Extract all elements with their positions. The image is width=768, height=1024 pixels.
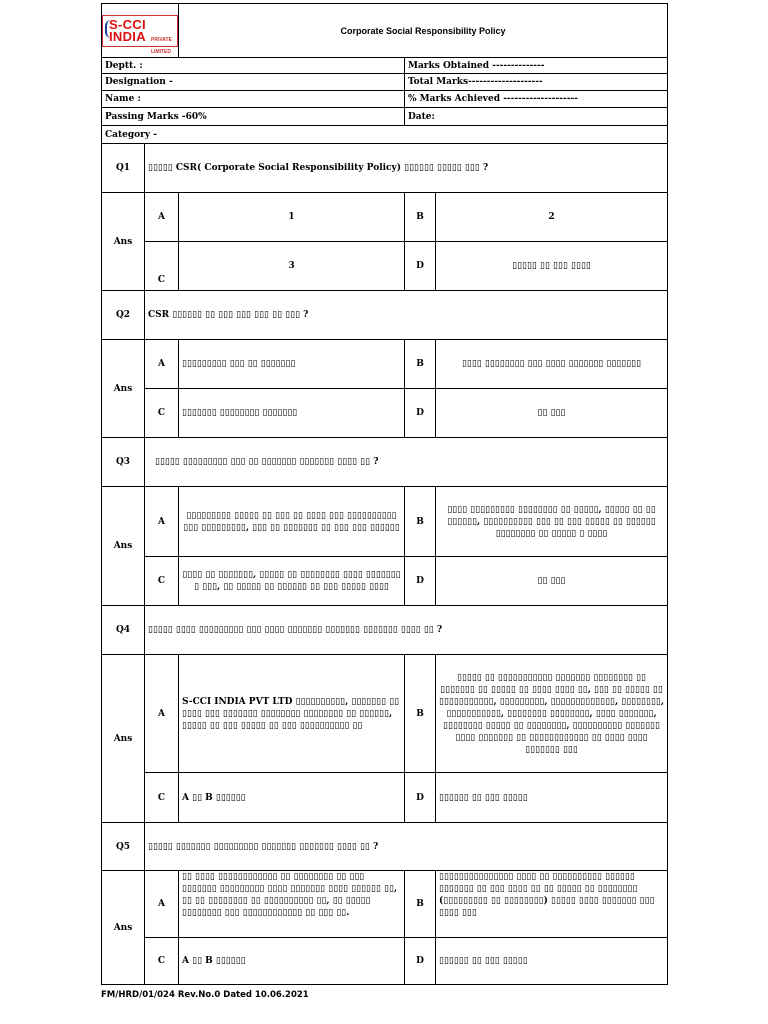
name-field[interactable]: Name : bbox=[102, 91, 405, 108]
passing-marks: Passing Marks -60% bbox=[102, 108, 405, 126]
option-text[interactable]: S-CCI INDIA PVT LTD ▯▯▯▯▯▯▯▯▯▯, ▯▯▯▯▯▯▯ ▯▯ ▯▯▯▯ ▯▯▯ ▯▯▯▯▯▯▯ ▯▯▯▯▯▯▯▯ ▯▯▯▯▯▯▯▯ ▯▯ ▯▯▯▯▯▯, ▯▯▯▯▯ ▯▯ ▯▯▯ ▯▯▯▯▯ ▯▯ ▯▯▯ ▯▯▯▯▯▯▯▯▯▯ ▯▯ bbox=[179, 655, 405, 773]
option-text[interactable]: ▯▯▯▯ ▯▯▯▯▯▯▯▯ ▯▯▯ ▯▯▯▯ ▯▯▯▯▯▯▯ ▯▯▯▯▯▯▯ bbox=[436, 340, 668, 389]
option-text[interactable]: ▯▯▯▯▯▯▯▯▯ ▯▯▯▯▯ ▯▯ ▯▯▯ ▯▯ ▯▯▯▯ ▯▯▯ ▯▯▯▯▯▯▯▯▯▯ ▯▯▯ ▯▯▯▯▯▯▯▯▯, ▯▯▯ ▯▯ ▯▯▯▯▯▯▯ ▯▯ ▯▯▯ ▯▯▯ ▯▯▯▯▯▯ bbox=[179, 487, 405, 557]
marks-obtained-field[interactable]: Marks Obtained -------------- bbox=[405, 58, 668, 74]
option-label: B bbox=[405, 487, 436, 557]
option-label: D bbox=[405, 773, 436, 823]
option-text[interactable]: ▯▯▯▯▯ ▯▯ ▯▯▯▯▯▯▯▯▯▯▯ ▯▯▯▯▯▯▯ ▯▯▯▯▯▯▯▯ ▯▯ ▯▯▯▯▯▯▯ ▯▯ ▯▯▯▯▯ ▯▯ ▯▯▯▯ ▯▯▯▯ ▯▯, ▯▯▯ ▯▯ ▯▯▯▯▯ ▯▯ ▯▯▯▯▯▯▯▯▯▯▯, ▯▯▯▯▯▯▯▯▯, ▯▯▯▯▯▯▯▯▯▯▯▯▯, ▯▯▯▯▯▯▯▯, ▯▯▯▯▯▯▯▯▯▯▯, ▯▯▯▯▯▯▯▯ ▯▯▯▯▯▯▯▯, ▯▯▯▯ ▯▯▯▯▯▯▯, ▯▯▯▯▯▯▯▯ ▯▯▯▯▯ ▯▯ ▯▯▯▯▯▯▯▯, ▯▯▯▯▯▯▯▯▯▯ ▯▯▯▯▯▯▯ ▯▯▯▯ ▯▯▯▯▯▯▯ ▯▯ ▯▯▯▯▯▯▯▯▯▯▯▯ ▯▯ ▯▯▯▯ ▯▯▯▯ ▯▯▯▯▯▯▯ ▯▯▯ bbox=[436, 655, 668, 773]
question-text: ▯▯▯▯▯ CSR( Corporate Social Responsibility Policy) ▯▯▯▯▯▯ ▯▯▯▯▯ ▯▯▯ ? bbox=[145, 144, 668, 193]
category-field[interactable]: Category - bbox=[102, 126, 668, 144]
option-label: A bbox=[145, 340, 179, 389]
ans-label: Ans bbox=[102, 193, 145, 291]
option-text[interactable]: A ▯▯ B ▯▯▯▯▯▯ bbox=[179, 938, 405, 985]
option-text[interactable]: 1 bbox=[179, 193, 405, 242]
question-number: Q4 bbox=[102, 606, 145, 655]
question-text: ▯▯▯▯▯ ▯▯▯▯▯▯▯▯▯ ▯▯▯ ▯▯ ▯▯▯▯▯▯▯ ▯▯▯▯▯▯▯ ▯▯▯▯ ▯▯ ? bbox=[145, 438, 668, 487]
option-text[interactable]: ▯▯ ▯▯▯ bbox=[436, 389, 668, 438]
designation-field[interactable]: Designation - bbox=[102, 74, 405, 91]
pct-marks-field[interactable]: % Marks Achieved -------------------- bbox=[405, 91, 668, 108]
option-label: D bbox=[405, 389, 436, 438]
option-label: C bbox=[145, 938, 179, 985]
question-text: ▯▯▯▯▯ ▯▯▯▯ ▯▯▯▯▯▯▯▯▯ ▯▯▯ ▯▯▯▯ ▯▯▯▯▯▯▯ ▯▯▯▯▯▯▯ ▯▯▯▯▯▯▯ ▯▯▯▯ ▯▯ ? bbox=[145, 606, 668, 655]
option-label: D bbox=[405, 242, 436, 291]
logo-text: S-CCI INDIA bbox=[109, 16, 146, 44]
option-label: B bbox=[405, 655, 436, 773]
option-label: D bbox=[405, 938, 436, 985]
option-text[interactable]: ▯▯ ▯▯▯ bbox=[436, 557, 668, 606]
form-reference: FM/HRD/01/024 Rev.No.0 Dated 10.06.2021 bbox=[101, 990, 309, 1000]
question-text: CSR ▯▯▯▯▯▯ ▯▯ ▯▯▯ ▯▯▯ ▯▯▯ ▯▯ ▯▯▯ ? bbox=[145, 291, 668, 340]
option-text[interactable]: ▯▯▯▯ ▯▯▯▯▯▯▯▯▯ ▯▯▯▯▯▯▯▯ ▯▯ ▯▯▯▯▯, ▯▯▯▯▯ ▯▯ ▯▯ ▯▯▯▯▯▯, ▯▯▯▯▯▯▯▯▯▯ ▯▯▯ ▯▯ ▯▯▯ ▯▯▯▯▯ ▯▯ ▯▯▯▯▯▯ ▯▯▯▯▯▯▯▯ ▯▯ ▯▯▯▯▯ ▯ ▯▯▯▯ bbox=[436, 487, 668, 557]
option-label: B bbox=[405, 871, 436, 938]
option-text[interactable]: ▯▯▯▯▯ ▯▯ ▯▯▯ ▯▯▯▯ bbox=[436, 242, 668, 291]
option-label: C bbox=[145, 242, 179, 291]
company-logo bbox=[102, 15, 178, 55]
option-text[interactable]: 3 bbox=[179, 242, 405, 291]
logo-cell bbox=[102, 4, 179, 58]
option-text[interactable]: ▯▯ ▯▯▯▯ ▯▯▯▯▯▯▯▯▯▯▯▯ ▯▯ ▯▯▯▯▯▯▯▯ ▯▯ ▯▯▯ ▯▯▯▯▯▯▯ ▯▯▯▯▯▯▯▯▯ ▯▯▯▯ ▯▯▯▯▯▯▯ ▯▯▯▯ ▯▯▯▯▯▯ ▯▯, ▯▯ ▯▯ ▯▯▯▯▯▯▯▯ ▯▯ ▯▯▯▯▯▯▯▯▯▯ ▯▯, ▯▯ ▯▯▯▯▯ ▯▯▯▯▯▯▯▯ ▯▯▯ ▯▯▯▯▯▯▯▯▯▯▯▯ ▯▯ ▯▯▯ ▯▯. bbox=[179, 871, 405, 938]
option-text[interactable]: ▯▯▯▯▯▯▯▯▯▯▯▯▯▯▯ ▯▯▯▯ ▯▯ ▯▯▯▯▯▯▯▯▯▯ ▯▯▯▯▯▯ ▯▯▯▯▯▯▯ ▯▯ ▯▯▯ ▯▯▯▯ ▯▯ ▯▯ ▯▯▯▯▯ ▯▯ ▯▯▯▯▯▯▯▯ (▯▯▯▯▯▯▯▯▯ ▯▯ ▯▯▯▯▯▯▯▯) ▯▯▯▯▯ ▯▯▯▯ ▯▯▯▯▯▯▯ ▯▯▯ ▯▯▯▯ ▯▯▯ bbox=[436, 871, 668, 938]
dept-field[interactable]: Deptt. : bbox=[102, 58, 405, 74]
ans-label: Ans bbox=[102, 871, 145, 985]
option-text[interactable]: ▯▯▯▯ ▯▯ ▯▯▯▯▯▯▯, ▯▯▯▯▯ ▯▯ ▯▯▯▯▯▯▯▯ ▯▯▯▯ ▯▯▯▯▯▯▯ ▯ ▯▯▯, ▯▯ ▯▯▯▯▯ ▯▯ ▯▯▯▯▯▯ ▯▯ ▯▯▯ ▯▯▯▯▯ ▯▯▯▯ bbox=[179, 557, 405, 606]
question-number: Q3 bbox=[102, 438, 145, 487]
option-label: C bbox=[145, 557, 179, 606]
ans-label: Ans bbox=[102, 340, 145, 438]
ans-label: Ans bbox=[102, 655, 145, 823]
option-text[interactable]: ▯▯▯▯▯▯ ▯▯ ▯▯▯ ▯▯▯▯▯ bbox=[436, 773, 668, 823]
option-label: B bbox=[405, 340, 436, 389]
ans-label: Ans bbox=[102, 487, 145, 606]
question-text: ▯▯▯▯▯ ▯▯▯▯▯▯▯ ▯▯▯▯▯▯▯▯▯ ▯▯▯▯▯▯▯ ▯▯▯▯▯▯▯ ▯▯▯▯ ▯▯ ? bbox=[145, 823, 668, 871]
option-text[interactable]: ▯▯▯▯▯▯▯▯▯ ▯▯▯ ▯▯ ▯▯▯▯▯▯▯ bbox=[179, 340, 405, 389]
question-number: Q1 bbox=[102, 144, 145, 193]
question-number: Q2 bbox=[102, 291, 145, 340]
option-label: A bbox=[145, 193, 179, 242]
option-text[interactable]: ▯▯▯▯▯▯▯ ▯▯▯▯▯▯▯▯ ▯▯▯▯▯▯▯ bbox=[179, 389, 405, 438]
quiz-table bbox=[101, 3, 668, 985]
date-field[interactable]: Date: bbox=[405, 108, 668, 126]
option-label: A bbox=[145, 487, 179, 557]
option-label: A bbox=[145, 655, 179, 773]
page-title: Corporate Social Responsibility Policy bbox=[179, 4, 668, 58]
quiz-sheet bbox=[101, 3, 667, 1007]
option-label: B bbox=[405, 193, 436, 242]
total-marks-field[interactable]: Total Marks-------------------- bbox=[405, 74, 668, 91]
option-label: C bbox=[145, 773, 179, 823]
option-text[interactable]: ▯▯▯▯▯▯ ▯▯ ▯▯▯ ▯▯▯▯▯ bbox=[436, 938, 668, 985]
option-label: C bbox=[145, 389, 179, 438]
question-number: Q5 bbox=[102, 823, 145, 871]
logo-subtext: PRIVATE LIMITED bbox=[151, 36, 172, 55]
option-text[interactable]: 2 bbox=[436, 193, 668, 242]
option-label: A bbox=[145, 871, 179, 938]
option-label: D bbox=[405, 557, 436, 606]
option-text[interactable]: A ▯▯ B ▯▯▯▯▯▯ bbox=[179, 773, 405, 823]
